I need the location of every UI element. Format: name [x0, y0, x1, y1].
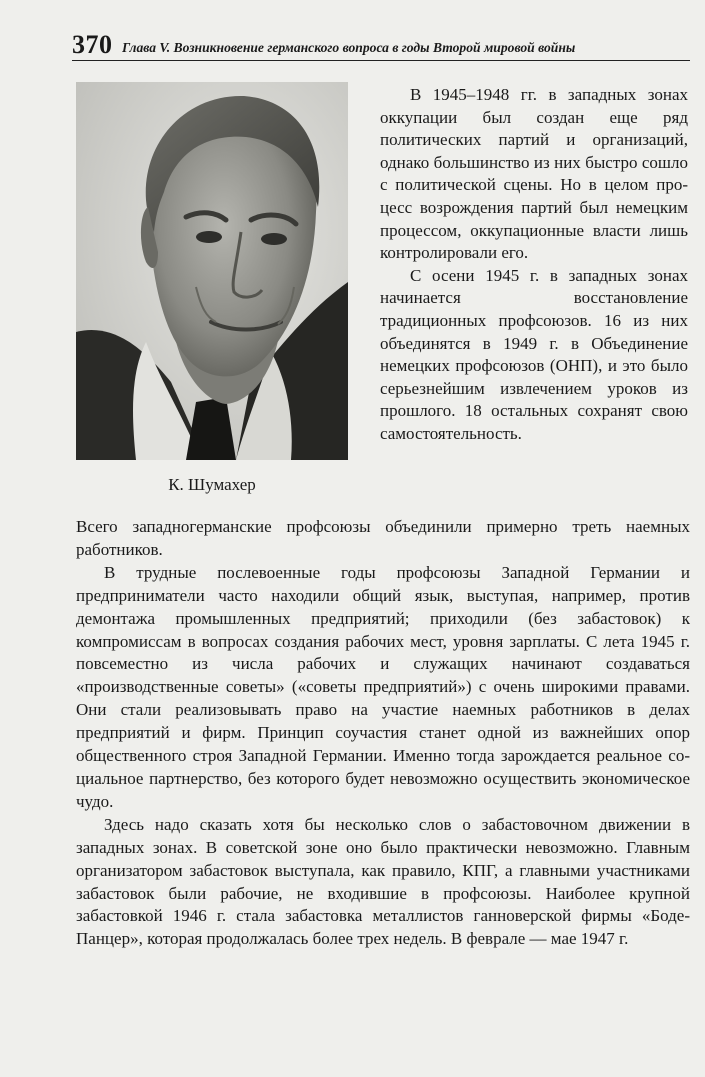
page-number: 370 — [72, 30, 113, 59]
page-header — [72, 30, 690, 61]
portrait-photo — [76, 82, 348, 460]
paragraph: Здесь надо сказать хотя бы несколько слов о забастовочном движении в западных зонах. В советской зоне оно было практически невозможно. Главным организатором забастовок выступала, как правило, КПГ, а главными участниками забастовок были рабочие, не входившие в профсоюзы. Наиболее крупной забастовкой 1946 г. стала забастовка металлистов ганноверской фирмы «Боде-Панцер», которая продолжалась более трех недель. В феврале — мае 1947 г. — [76, 814, 690, 949]
side-column-text — [380, 84, 688, 446]
main-body-text — [76, 516, 690, 951]
paragraph: В трудные послевоенные годы профсоюзы Западной Германии и предприниматели часто находили общий язык, выступая, например, против демонтажа промышленных предприятий; приходили (без забастовок) к компромиссам в вопросах создания рабочих мест, уровня зарплаты. С лета 1945 г. повсеместно из числа рабочих и служащих начинают создаваться «производственные советы» («советы предприятий») с очень широкими правами. Они стали реализовывать право на участие наемных работников в делах предприятий и фирм. Принцип соучастия станет одной из важнейших опор общественного строя Западной Германии. Именно тогда зарождается реальное социальное партнерство, без которого будет невозможно осуществить экономическое чудо. — [76, 562, 690, 811]
paragraph: Всего западногерманские профсоюзы объединили примерно треть наемных работников. — [76, 517, 690, 559]
paragraph: С осени 1945 г. в западных зонах начинается восстановление традиционных профсоюзов. 16 из них объединятся в 1949 г. в Объединение немецких профсоюзов (ОНП), и это было серьезнейшим извлечением уроков из прошлого. 18 остальных сохранят свою самостоятельность. — [380, 265, 688, 443]
photo-caption: К. Шумахер — [168, 475, 256, 494]
paragraph: В 1945–1948 гг. в западных зонах оккупации был создан еще ряд политических партий и организаций, однако большинство из них быстро сошло с политической сцены. Но в целом процесс возрождения партий был немецким процессом, оккупационные власти лишь контролировали его. — [380, 85, 688, 263]
running-head: Глава V. Возникновение германского вопроса в годы Второй мировой войны — [122, 40, 576, 55]
